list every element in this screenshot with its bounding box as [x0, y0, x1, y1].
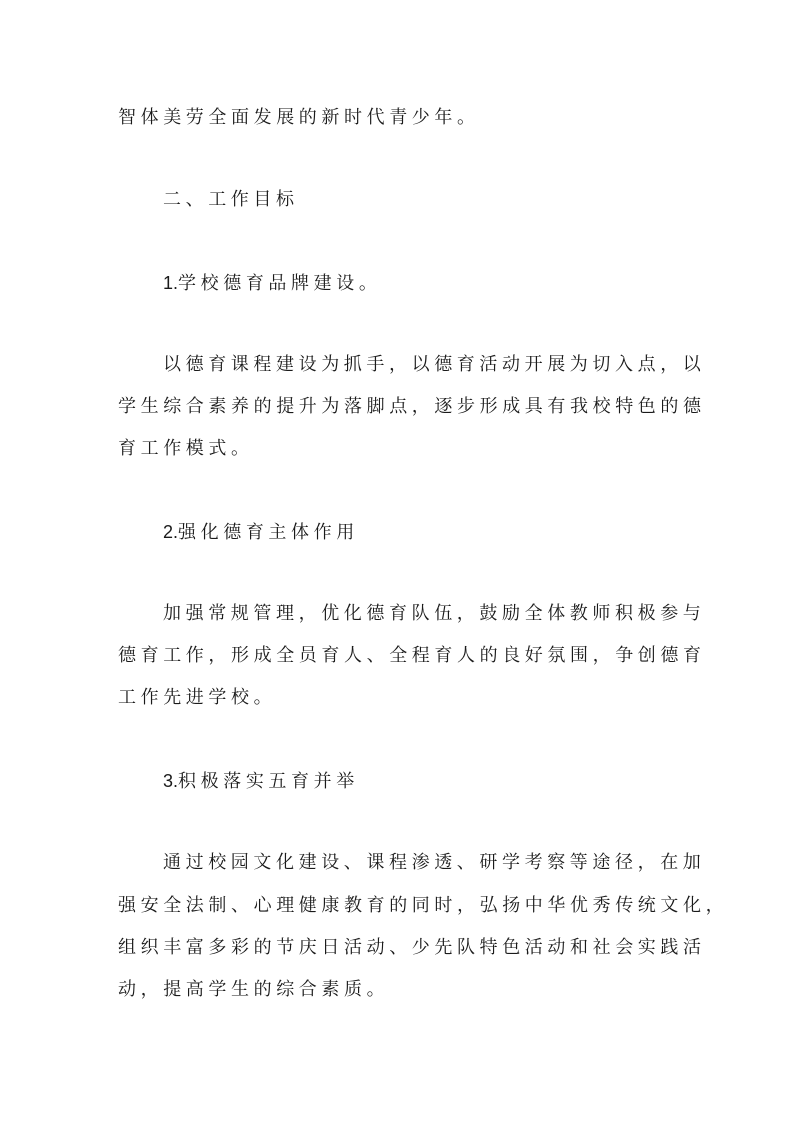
item-3-heading	[163, 769, 723, 794]
item-2-number: 2.	[163, 522, 179, 542]
item-1-title: 学校德育品牌建设。	[178, 273, 382, 294]
item-2-body-line-1: 加强常规管理，优化德育队伍，鼓励全体教师积极参与	[163, 603, 706, 624]
item-1-number: 1.	[163, 273, 179, 293]
item-1-heading	[163, 271, 723, 296]
item-2-heading	[163, 520, 723, 545]
item-3-body-line-4: 动，提高学生的综合素质。	[118, 979, 390, 1000]
item-1-body-line-1: 以德育课程建设为抓手，以德育活动开展为切入点，以	[163, 354, 706, 375]
item-2-title: 强化德育主体作用	[178, 522, 359, 543]
item-3-body-line-1: 通过校园文化建设、课程渗透、研学考察等途径，在加	[163, 852, 706, 873]
section-heading: 二、工作目标	[163, 189, 299, 210]
item-2-body-line-2: 德育工作，形成全员育人、全程育人的良好氛围，争创德育	[118, 645, 706, 666]
item-1-body-line-2: 学生综合素养的提升为落脚点，逐步形成具有我校特色的德	[118, 396, 706, 417]
item-3-title: 积极落实五育并举	[178, 771, 359, 792]
item-2-body-line-3: 工作先进学校。	[118, 687, 277, 708]
item-3-number: 3.	[163, 771, 179, 791]
intro-tail-text: 智体美劳全面发展的新时代青少年。	[118, 107, 480, 128]
item-3-body-line-2: 强安全法制、心理健康教育的同时，弘扬中华优秀传统文化，	[118, 895, 729, 916]
item-3-body-line-3: 组织丰富多彩的节庆日活动、少先队特色活动和社会实践活	[118, 937, 706, 958]
item-1-body-line-3: 育工作模式。	[118, 438, 254, 459]
